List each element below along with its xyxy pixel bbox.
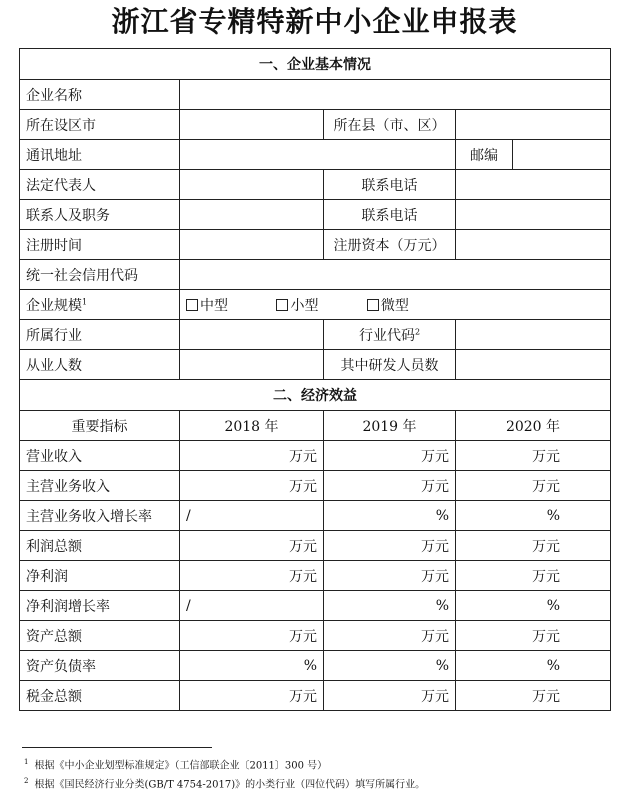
scale-option-micro[interactable] <box>367 295 409 315</box>
label-phone-2: 联系电话 <box>324 200 456 230</box>
field-phone-2[interactable] <box>456 200 611 230</box>
label-company-name: 企业名称 <box>20 80 180 110</box>
label-industry: 所属行业 <box>20 320 180 350</box>
value-cell[interactable]: / <box>180 501 324 531</box>
footnote-mark-2: 2 <box>24 777 29 785</box>
field-contact[interactable] <box>180 200 324 230</box>
value-cell[interactable]: 万元 <box>324 621 456 651</box>
scale-option-small[interactable] <box>276 295 318 315</box>
label-credit-code: 统一社会信用代码 <box>20 260 180 290</box>
label-employees: 从业人数 <box>20 350 180 380</box>
value-cell[interactable]: 万元 <box>180 531 324 561</box>
scale-option-label: 小型 <box>290 297 319 314</box>
scale-option-label: 微型 <box>380 297 409 314</box>
label-reg-time: 注册时间 <box>20 230 180 260</box>
value-cell[interactable]: % <box>324 591 456 621</box>
year-header-2019: 2019 年 <box>324 411 456 441</box>
table-row <box>20 591 611 621</box>
label-postcode: 邮编 <box>456 140 513 170</box>
field-postcode[interactable] <box>513 140 611 170</box>
label-rd-staff: 其中研发人员数 <box>324 350 456 380</box>
table-row <box>20 531 611 561</box>
indicator-label: 净利润 <box>20 561 180 591</box>
label-contact: 联系人及职务 <box>20 200 180 230</box>
value-cell[interactable]: % <box>324 651 456 681</box>
field-reg-time[interactable] <box>180 230 324 260</box>
value-cell[interactable]: % <box>180 651 324 681</box>
label-city: 所在设区市 <box>20 110 180 140</box>
value-cell[interactable]: 万元 <box>456 621 611 651</box>
indicator-label: 资产总额 <box>20 621 180 651</box>
label-industry-code-text: 行业代码 <box>358 327 415 344</box>
value-cell[interactable]: % <box>456 501 611 531</box>
form-title: 浙江省专精特新中小企业申报表 <box>111 5 518 38</box>
footnote-text-1: 根据《中小企业划型标准规定》（工信部联企业〔2011〕300 号） <box>34 760 328 772</box>
year-header-2018: 2018 年 <box>180 411 324 441</box>
field-credit-code[interactable] <box>180 260 611 290</box>
label-industry-code <box>324 320 456 350</box>
indicator-label: 税金总额 <box>20 681 180 711</box>
field-phone-1[interactable] <box>456 170 611 200</box>
label-address: 通讯地址 <box>20 140 180 170</box>
table-row <box>20 621 611 651</box>
footnote-divider <box>22 747 212 748</box>
field-reg-capital[interactable] <box>456 230 611 260</box>
indicator-label: 利润总额 <box>20 531 180 561</box>
label-reg-capital: 注册资本（万元） <box>324 230 456 260</box>
field-industry-code[interactable] <box>456 320 611 350</box>
field-rd-staff[interactable] <box>456 350 611 380</box>
value-cell[interactable]: 万元 <box>180 561 324 591</box>
indicator-header: 重要指标 <box>20 411 180 441</box>
field-county[interactable] <box>456 110 611 140</box>
field-address[interactable] <box>180 140 456 170</box>
value-cell[interactable]: 万元 <box>456 441 611 471</box>
value-cell[interactable]: 万元 <box>456 531 611 561</box>
section-economic-heading: 二、经济效益 <box>20 380 611 411</box>
value-cell[interactable]: 万元 <box>456 471 611 501</box>
table-row <box>20 501 611 531</box>
field-employees[interactable] <box>180 350 324 380</box>
value-cell[interactable]: % <box>456 651 611 681</box>
economic-rows <box>20 441 611 711</box>
label-scale <box>20 290 180 320</box>
label-scale-text: 企业规模 <box>26 297 82 314</box>
value-cell[interactable]: 万元 <box>180 471 324 501</box>
footnote-mark-1: 1 <box>24 758 29 766</box>
value-cell[interactable]: 万元 <box>456 561 611 591</box>
field-legal-rep[interactable] <box>180 170 324 200</box>
value-cell[interactable]: 万元 <box>324 681 456 711</box>
value-cell[interactable]: 万元 <box>324 561 456 591</box>
footnote-2 <box>24 775 425 791</box>
value-cell[interactable]: 万元 <box>180 681 324 711</box>
value-cell[interactable]: 万元 <box>180 441 324 471</box>
value-cell[interactable]: % <box>324 501 456 531</box>
value-cell[interactable]: % <box>456 591 611 621</box>
label-phone-1: 联系电话 <box>324 170 456 200</box>
field-city[interactable] <box>180 110 324 140</box>
field-company-name[interactable] <box>180 80 611 110</box>
indicator-label: 营业收入 <box>20 441 180 471</box>
checkbox-micro[interactable] <box>367 299 379 311</box>
value-cell[interactable]: 万元 <box>456 681 611 711</box>
table-row <box>20 681 611 711</box>
checkbox-medium[interactable] <box>186 299 198 311</box>
section-basic-info-heading: 一、企业基本情况 <box>20 49 611 80</box>
year-header-2020: 2020 年 <box>456 411 611 441</box>
footnote-ref-2: 2 <box>414 326 421 336</box>
table-row <box>20 471 611 501</box>
label-legal-rep: 法定代表人 <box>20 170 180 200</box>
table-row <box>20 651 611 681</box>
indicator-label: 主营业务收入 <box>20 471 180 501</box>
table-row <box>20 441 611 471</box>
indicator-label: 资产负债率 <box>20 651 180 681</box>
footnote-1 <box>24 756 327 772</box>
value-cell[interactable]: / <box>180 591 324 621</box>
label-county: 所在县（市、区） <box>324 110 456 140</box>
checkbox-small[interactable] <box>276 299 288 311</box>
value-cell[interactable]: 万元 <box>324 471 456 501</box>
footnote-ref-1: 1 <box>82 296 88 306</box>
application-form-table <box>19 48 611 711</box>
field-industry[interactable] <box>180 320 324 350</box>
scale-option-label: 中型 <box>200 297 228 314</box>
indicator-label: 主营业务收入增长率 <box>20 501 180 531</box>
scale-option-medium[interactable] <box>186 295 228 315</box>
indicator-label: 净利润增长率 <box>20 591 180 621</box>
value-cell[interactable]: 万元 <box>324 531 456 561</box>
value-cell[interactable]: 万元 <box>180 621 324 651</box>
table-row <box>20 561 611 591</box>
scale-options <box>180 290 611 320</box>
footnote-text-2: 根据《国民经济行业分类(GB/T 4754-2017)》的小类行业（四位代码）填写所属行业。 <box>34 779 426 791</box>
value-cell[interactable]: 万元 <box>324 441 456 471</box>
